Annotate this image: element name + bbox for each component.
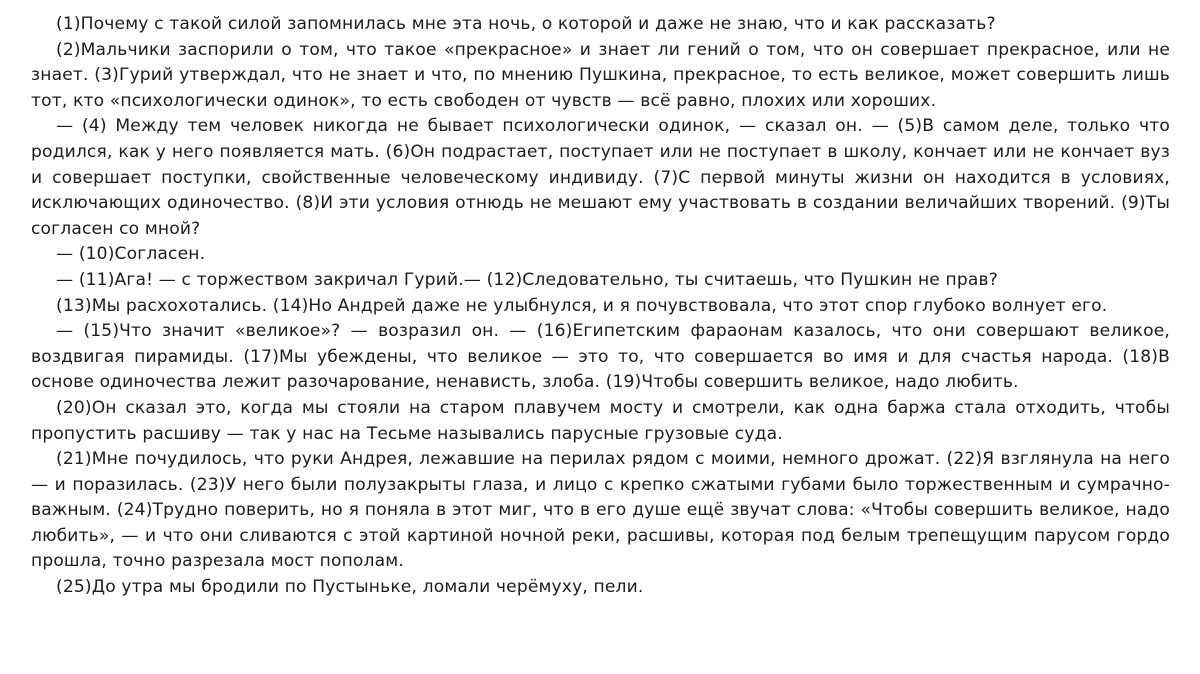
paragraph-9: (21)Мне почудилось, что руки Андрея, лежавшие на перилах рядом с моими, немного дрожат. (22)Я взглянула на него — и поразилась. (23)У него были полузакрыты глаза, и лицо с крепко сжатыми губами было торжественным и сумрачно-важным. (24)Трудно поверить, но я поняла в этот миг, что в его душе ещё звучат слова: «Чтобы совершить великое, надо любить», — и что они сливаются с этой картиной ночной реки, расшивы, которая под белым трепещущим парусом гордо прошла, точно разрезала мост пополам. bbox=[31, 449, 1170, 572]
paragraph-6: (13)Мы расхохотались. (14)Но Андрей даже не улыбнулся, и я почувствовала, что этот спор глубоко волнует его. bbox=[56, 295, 1108, 316]
paragraph-8: (20)Он сказал это, когда мы стояли на старом плавучем мосту и смотрели, как одна баржа стала отходить, чтобы пропустить расшиву — так у нас на Тесьме назывались парусные грузовые суда. bbox=[31, 397, 1170, 444]
paragraph-5: — (11)Ага! — с торжеством закричал Гурий.— (12)Следовательно, ты считаешь, что Пушкин не прав? bbox=[56, 269, 998, 290]
paragraph-3: — (4) Между тем человек никогда не бывает психологически одинок, — сказал он. — (5)В самом деле, только что родился, как у него появляется мать. (6)Он подрастает, поступает или не поступает в школу, кончает или не кончает вуз и совершает поступки, свойственные человеческому индивиду. (7)С первой минуты жизни он находится в условиях, исключающих одиночество. (8)И эти условия отнюдь не мешают ему участвовать в создании величайших творений. (9)Ты согласен со мной? bbox=[31, 116, 1170, 239]
paragraph-4: — (10)Согласен. bbox=[56, 244, 206, 265]
paragraph-2: (2)Мальчики заспорили о том, что такое «прекрасное» и знает ли гений о том, что он совершает прекрасное, или не знает. (3)Гурий утверждал, что не знает и что, по мнению Пушкина, прекрасное, то есть великое, может совершить лишь тот, кто «психологически одинок», то есть свободен от чувств — всё равно, плохих или хороших. bbox=[31, 39, 1170, 111]
paragraph-7: — (15)Что значит «великое»? — возразил он. — (16)Египетским фараонам казалось, что они совершают великое, воздвигая пирамиды. (17)Мы убеждены, что великое — это то, что совершается во имя и для счастья народа. (18)В основе одиночества лежит разочарование, ненависть, злоба. (19)Чтобы совершить великое, надо любить. bbox=[31, 321, 1170, 393]
paragraph-10: (25)До утра мы бродили по Пустыньке, ломали черёмуху, пели. bbox=[56, 577, 644, 598]
paragraph-1: (1)Почему с такой силой запомнилась мне эта ночь, о которой и даже не знаю, что и как рассказать? bbox=[56, 14, 996, 34]
